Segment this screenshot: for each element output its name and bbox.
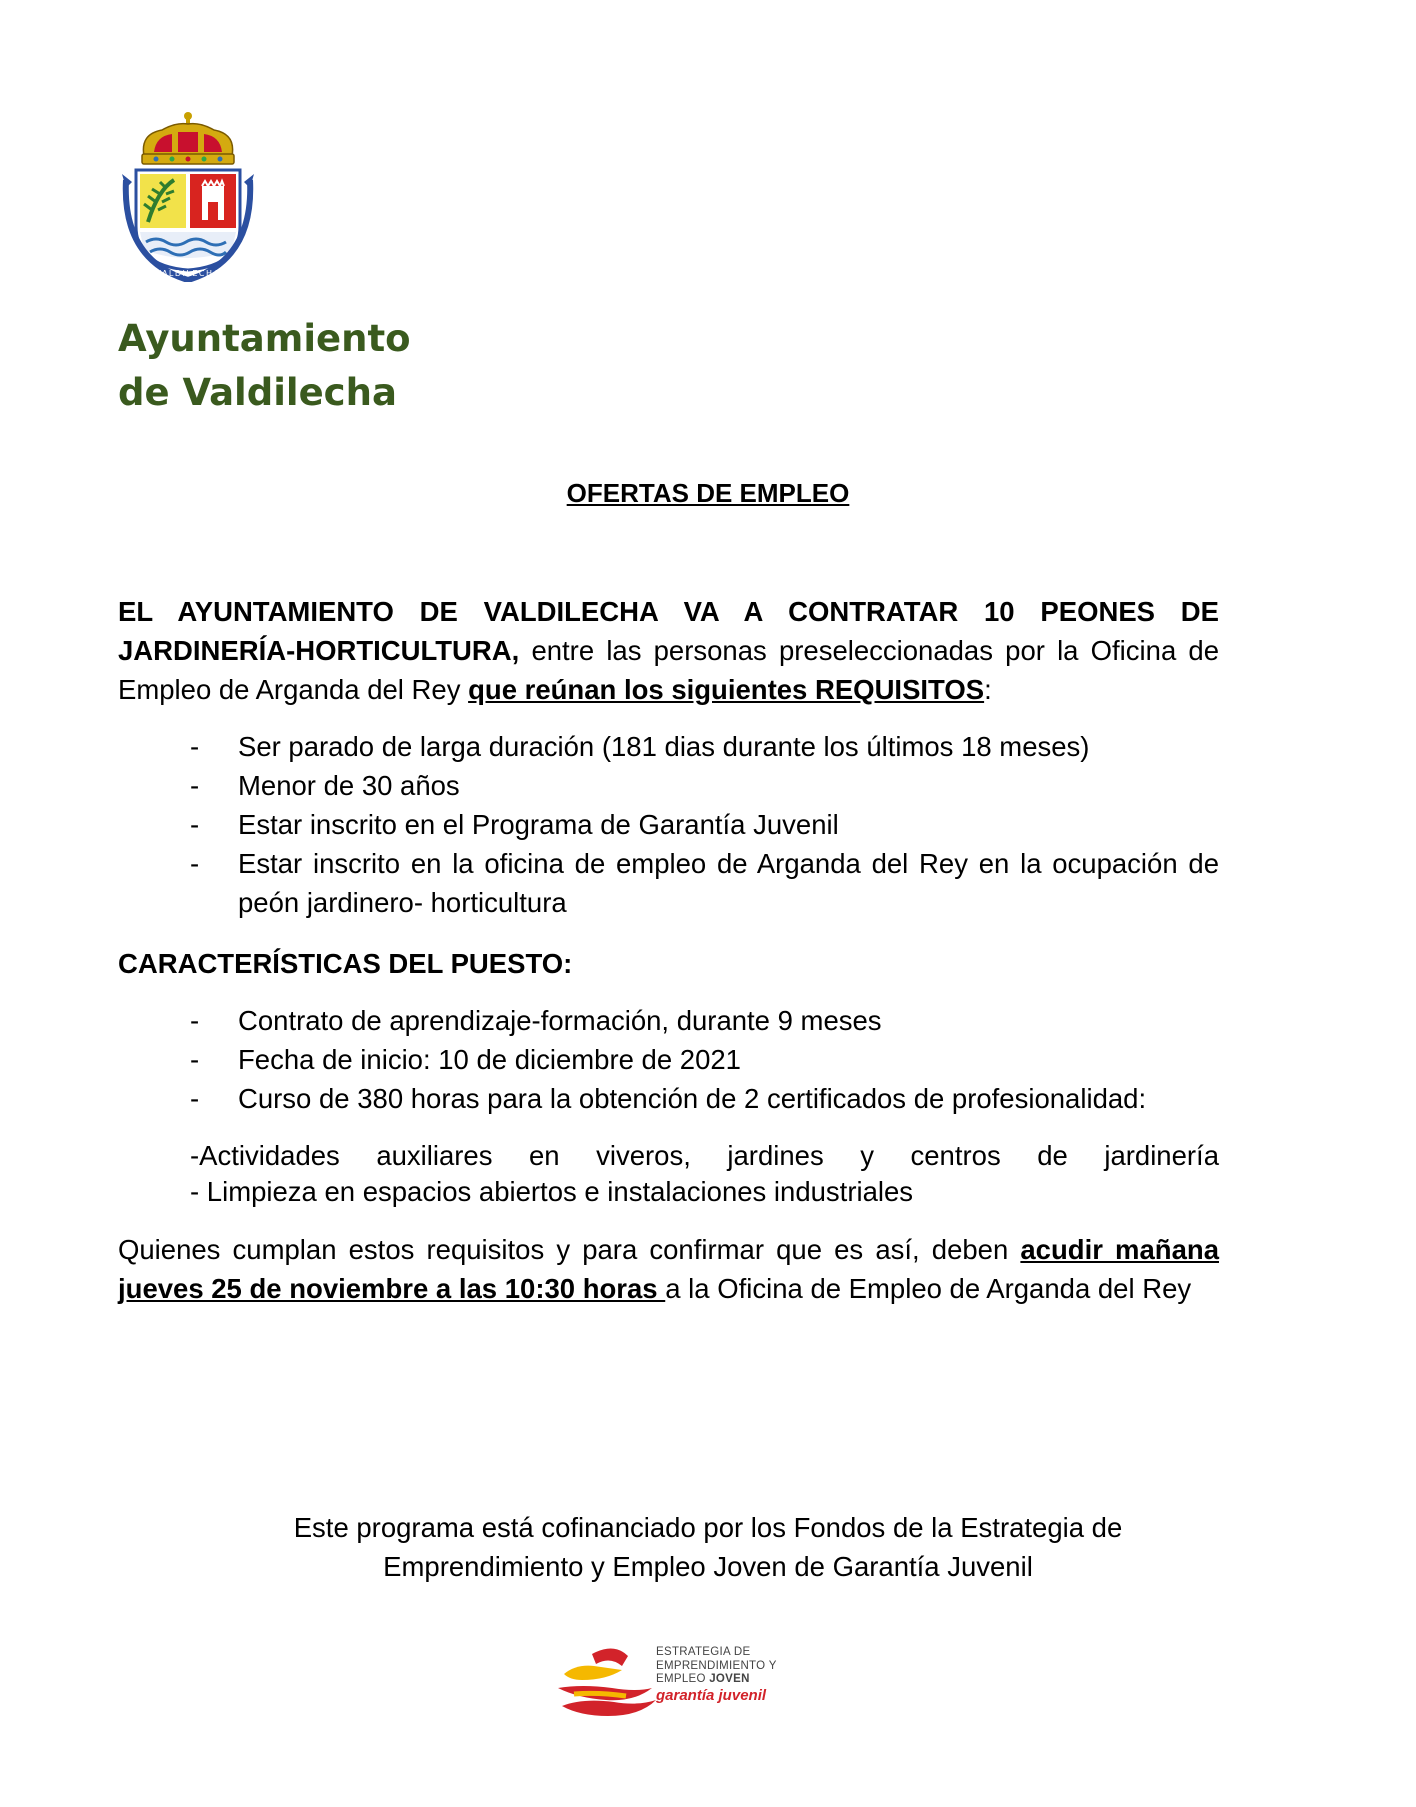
program-logo-line2: EMPRENDIMIENTO Y [656, 1659, 777, 1672]
requirements-list [118, 727, 1219, 922]
program-logo-line1: ESTRATEGIA DE [656, 1646, 751, 1658]
features-heading: CARACTERÍSTICAS DEL PUESTO: [118, 948, 573, 979]
features-list [118, 1001, 1219, 1118]
program-logo-line3a: EMPLEO [656, 1673, 710, 1685]
certificates-list [118, 1138, 1219, 1210]
shield-icon [136, 170, 240, 270]
list-item: - Contrato de aprendizaje-formación, durante 9 meses [118, 1001, 1219, 1040]
certificate-item: - Limpieza en espacios abiertos e instalaciones industriales [190, 1176, 914, 1207]
notice-paragraph [118, 1230, 1219, 1308]
funding-line1: Este programa está cofinanciado por los Fondos de la Estrategia de [293, 1512, 1123, 1543]
garantia-juvenil-logo-icon [552, 1644, 664, 1724]
coat-of-arms-logo [122, 110, 254, 282]
notice-text-after: a la Oficina de Empleo de Arganda del Rey [665, 1273, 1192, 1304]
program-logo-line3b: JOVEN [709, 1673, 750, 1685]
list-item: - Fecha de inicio: 10 de diciembre de 2021 [118, 1040, 1219, 1079]
intro-colon: : [984, 674, 992, 705]
org-name-line1: Ayuntamiento [118, 317, 411, 360]
notice-highlight: acudir mañana jueves 25 de noviembre a las 10:30 horas [118, 1234, 1219, 1304]
program-logo-line3 [656, 1673, 777, 1687]
intro-underlined: que reúnan los siguientes REQUISITOS [468, 674, 985, 705]
org-name-line2: de Valdilecha [118, 371, 397, 414]
page-title: OFERTAS DE EMPLEO [566, 478, 850, 508]
list-item: - Estar inscrito en la oficina de empleo de Arganda del Rey en la ocupación de peón jardinero- horticultura [118, 844, 1219, 922]
notice-text-before: Quienes cumplan estos requisitos y para confirmar que es así, deben [118, 1234, 1021, 1265]
intro-text: entre las personas preseleccionadas por la Oficina de Empleo de Arganda del Rey [118, 635, 1219, 705]
intro-paragraph [118, 592, 1219, 709]
document-body [118, 592, 1219, 1308]
list-item: - Estar inscrito en el Programa de Garantía Juvenil [118, 805, 1219, 844]
list-item: - Curso de 380 horas para la obtención de 2 certificados de profesionalidad: [118, 1079, 1219, 1118]
funding-statement [0, 1508, 1416, 1586]
list-item: - Menor de 30 años [118, 766, 1219, 805]
funding-line2: Emprendimiento y Empleo Joven de Garantía Juvenil [383, 1551, 1033, 1582]
organization-name [118, 312, 411, 420]
crest-ribbon-text: VALDILECHA [155, 269, 221, 278]
list-item: - Ser parado de larga duración (181 dias durante los últimos 18 meses) [118, 727, 1219, 766]
certificate-item: -Actividades auxiliares en viveros, jardines y centros de jardinería [190, 1140, 1219, 1171]
program-logo-text [656, 1646, 777, 1704]
program-logo-brand: garantía juvenil [656, 1686, 767, 1704]
intro-bold-lead: EL AYUNTAMIENTO DE VALDILECHA VA A CONTRATAR 10 PEONES DE JARDINERÍA-HORTICULTURA, [118, 596, 1219, 666]
crown-icon [142, 112, 234, 164]
